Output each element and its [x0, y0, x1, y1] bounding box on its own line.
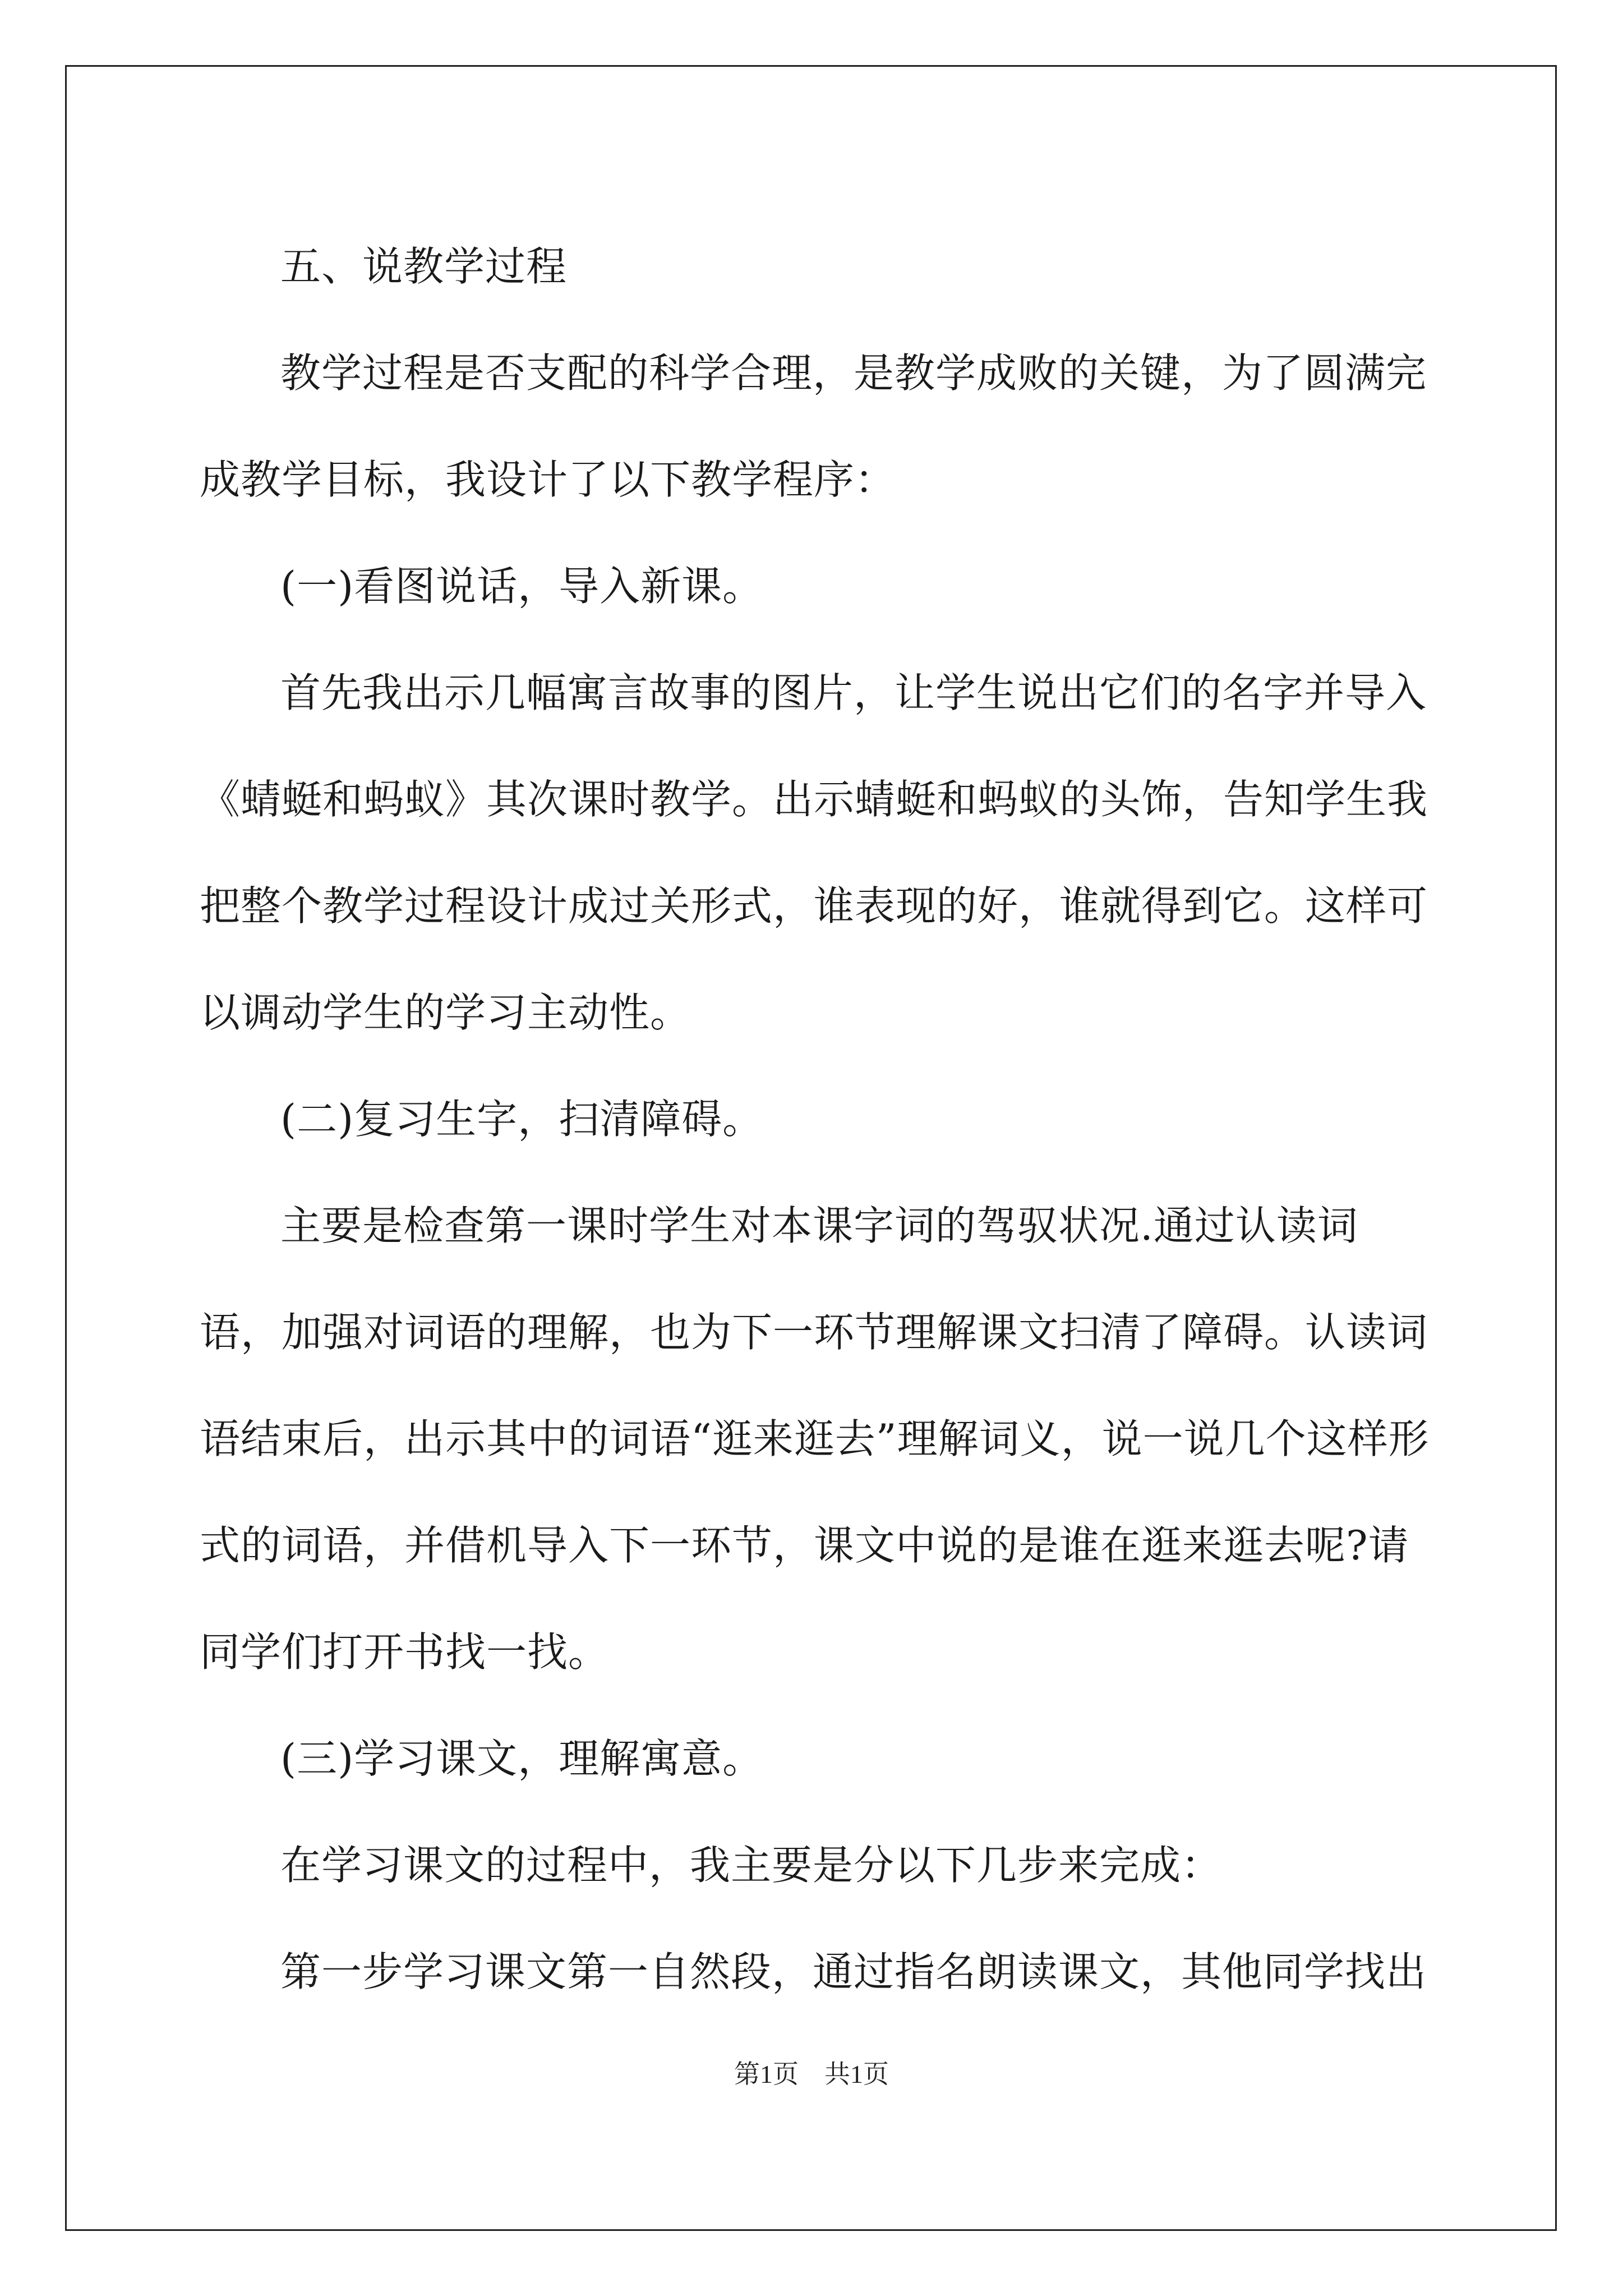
paragraph: 主要是检查第一课时学生对本课字词的驾驭状况.通过认读词语，加强对词语的理解，也为下一环节理解课文扫清了障碍。认读词语结束后，出示其中的词语“逛来逛去”理解词义，说一说几个这样形式的词语，并借机导入下一环节，课文中说的是谁在逛来逛去呢?请同学们打开书找一找。 [200, 1202, 1430, 1676]
subsection-heading: (二)复习生字，扫清障碍。 [280, 1096, 764, 1143]
paragraph: 在学习课文的过程中，我主要是分以下几步来完成： [280, 1842, 1223, 1889]
paragraph: 首先我出示几幅寓言故事的图片，让学生说出它们的名字并导入《蜻蜓和蚂蚁》其次课时教学。出示蜻蜓和蚂蚁的头饰，告知学生我把整个教学过程设计成过关形式，谁表现的好，谁就得到它。这样可以调动学生的学习主动性。 [200, 669, 1428, 1036]
paragraph: 第一步学习课文第一自然段，通过指名朗读课文，其他同学找出 [280, 1948, 1427, 1995]
page-number-footer: 第1页 共1页 [734, 2060, 889, 2088]
paragraph: 教学过程是否支配的科学合理，是教学成败的关键，为了圆满完成教学目标，我设计了以下教学程序： [200, 349, 1427, 503]
subsection-heading: (三)学习课文，理解寓意。 [280, 1735, 764, 1782]
subsection-heading: (一)看图说话，导入新课。 [280, 563, 764, 610]
document-body [200, 213, 1433, 2025]
section-heading: 五、说教学过程 [280, 243, 568, 290]
